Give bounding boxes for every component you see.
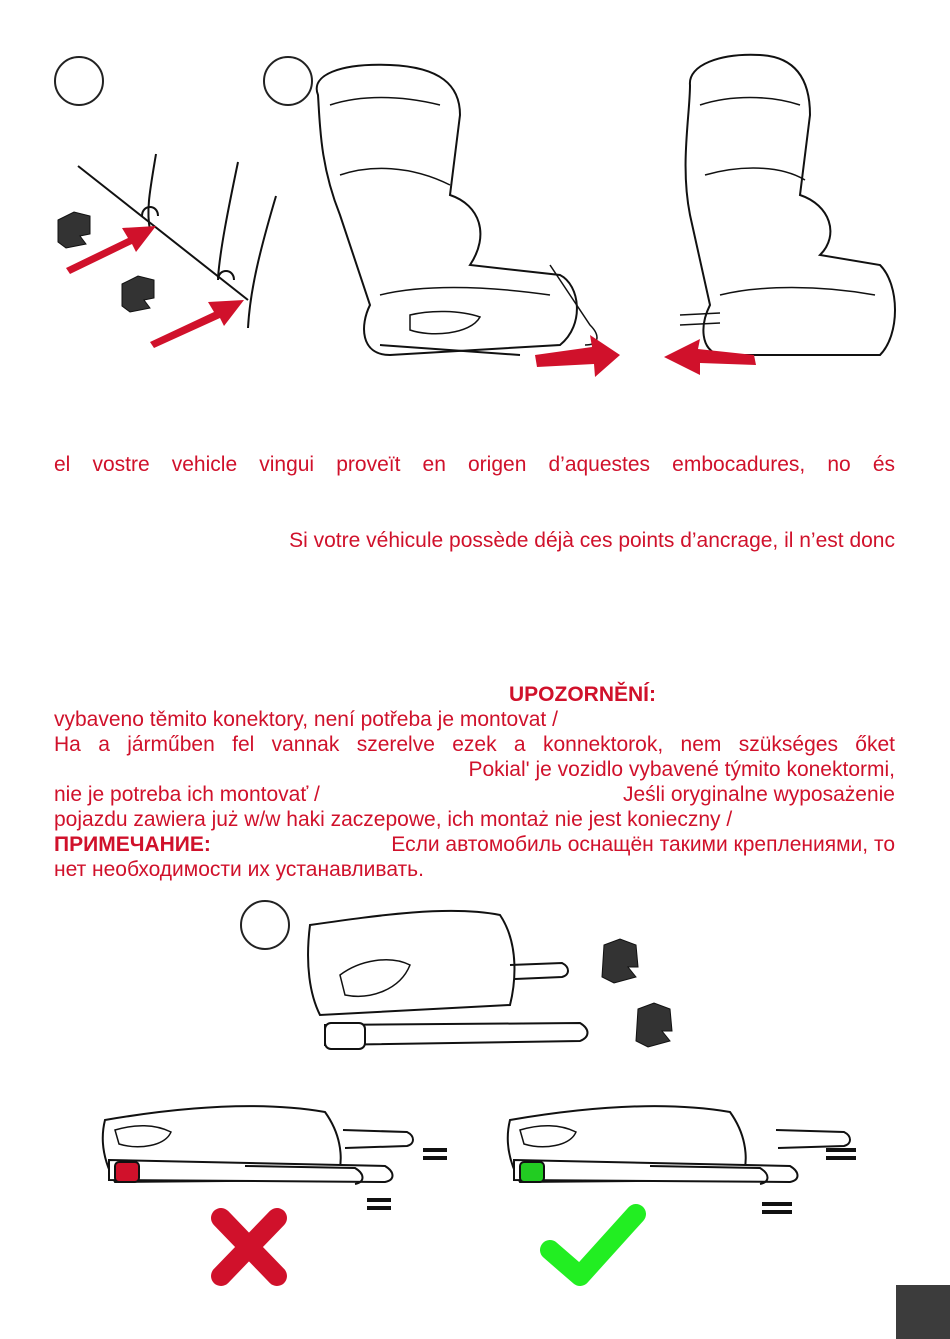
cz-notice-heading: UPOZORNĚNÍ: (509, 683, 656, 706)
incorrect-installation-illustration (95, 1100, 455, 1290)
isofix-connector-icon (636, 1003, 672, 1047)
vehicle-anchor-illustration (50, 150, 280, 350)
hu-notice-text: Ha a járműben fel vannak szerelve ezek a konnektorok, nem szükséges őket (54, 733, 895, 756)
seat-base-illustration (300, 905, 720, 1055)
isofix-connector-icon (602, 939, 638, 983)
ru-notice-text-2: нет необходимости их устанавливать. (54, 858, 424, 881)
step-1-circle-icon (54, 56, 104, 106)
sk-notice-text-2: nie je potreba ich montovať / (54, 783, 320, 806)
sk-notice-text: Pokial' je vozidlo vybavené týmito konektormi, (468, 758, 895, 781)
red-arrow-icon (150, 300, 244, 348)
car-seat-illustration (300, 55, 630, 385)
red-indicator-icon (115, 1162, 139, 1182)
cz-notice-text: vybaveno těmito konektory, není potřeba je montovat / (54, 708, 558, 731)
french-text-line: Si votre véhicule possède déjà ces points d’ancrage, il n’est donc (289, 529, 895, 552)
green-indicator-icon (520, 1162, 544, 1182)
pl-notice-text: Jeśli oryginalne wyposażenie (623, 783, 895, 806)
catalan-text-line: el vostre vehicle vingui proveït en origen d’aquestes embocadures, no és (54, 453, 895, 476)
multilingual-notice (54, 682, 895, 882)
page-tab (896, 1285, 950, 1339)
car-seat-illustration (660, 45, 900, 375)
isofix-connector-icon (58, 212, 90, 248)
ru-notice-text: Если автомобиль оснащён такими креплениями, то (391, 833, 895, 856)
pl-notice-text-2: pojazdu zawiera już w/w haki zaczepowe, ich montaż nie jest konieczny / (54, 808, 733, 831)
isofix-connector-icon (122, 276, 154, 312)
correct-installation-illustration (500, 1100, 870, 1290)
ru-notice-heading: ПРИМЕЧАНИЕ: (54, 833, 211, 856)
step-3-circle-icon (240, 900, 290, 950)
correct-check-icon (550, 1214, 636, 1276)
wrong-x-icon (221, 1218, 277, 1276)
